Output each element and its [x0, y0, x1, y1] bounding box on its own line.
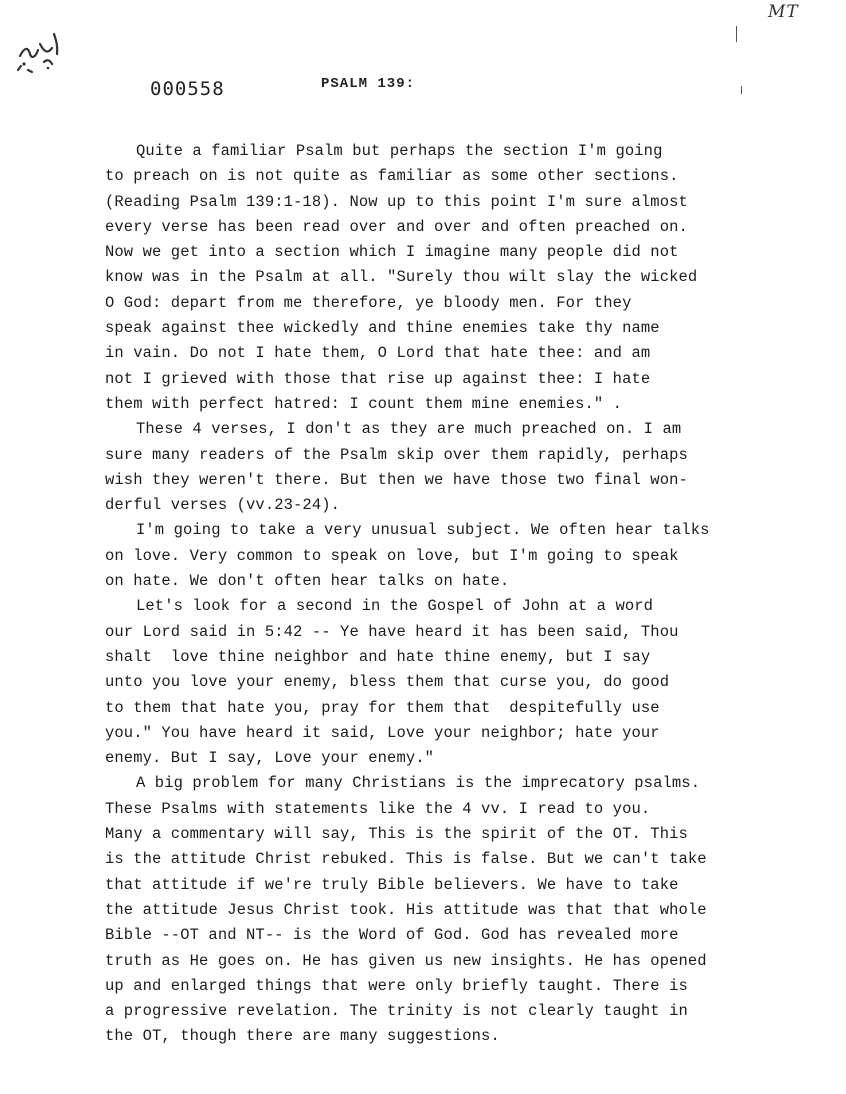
text-line: derful verses (vv.23-24).	[105, 496, 341, 515]
text-line: that attitude if we're truly Bible believers. We have to take	[105, 875, 679, 894]
text-line: shalt love thine neighbor and hate thine enemy, but I say	[105, 647, 651, 666]
text-line: These Psalms with statements like the 4 vv. I read to you.	[105, 799, 651, 818]
page-title: PSALM 139:	[321, 76, 416, 92]
text-line: truth as He goes on. He has given us new insights. He has opened	[105, 951, 707, 970]
text-line: not I grieved with those that rise up against thee: I hate	[105, 369, 651, 388]
margin-mark	[736, 26, 737, 42]
text-line: These 4 verses, I don't as they are much preached on. I am	[136, 420, 682, 439]
text-line: Many a commentary will say, This is the spirit of the OT. This	[105, 825, 688, 844]
text-line: Bible --OT and NT-- is the Word of God. God has revealed more	[105, 926, 679, 945]
text-line: a progressive revelation. The trinity is not clearly taught in	[105, 1002, 688, 1021]
text-line: on love. Very common to speak on love, but I'm going to speak	[105, 546, 679, 565]
text-line: the attitude Jesus Christ took. His attitude was that that whole	[105, 900, 707, 919]
text-line: every verse has been read over and over and often preached on.	[105, 217, 688, 236]
text-line: them with perfect hatred: I count them mine enemies." .	[105, 394, 623, 413]
text-line: the OT, though there are many suggestions.	[105, 1027, 500, 1046]
text-line: unto you love your enemy, bless them that curse you, do good	[105, 673, 670, 692]
text-line: sure many readers of the Psalm skip over them rapidly, perhaps	[105, 445, 688, 464]
handwritten-scribble-icon	[14, 26, 70, 78]
text-line: our Lord said in 5:42 -- Ye have heard it has been said, Thou	[105, 622, 679, 641]
text-line: wish they weren't there. But then we have those two final won-	[105, 470, 688, 489]
text-line: enemy. But I say, Love your enemy."	[105, 749, 435, 768]
text-line: Now we get into a section which I imagine many people did not	[105, 243, 679, 262]
text-line: to preach on is not quite as familiar as some other sections.	[105, 167, 679, 186]
sermon-body-text	[105, 139, 805, 1050]
text-line: know was in the Psalm at all. "Surely thou wilt slay the wicked	[105, 268, 698, 287]
text-line: is the attitude Christ rebuked. This is false. But we can't take	[105, 850, 707, 869]
text-line: Quite a familiar Psalm but perhaps the section I'm going	[136, 142, 663, 160]
text-line: I'm going to take a very unusual subject. We often hear talks	[136, 521, 710, 540]
document-number: 000558	[150, 78, 225, 100]
text-line: A big problem for many Christians is the imprecatory psalms.	[136, 774, 701, 793]
handwritten-initials: MT	[768, 2, 799, 22]
text-line: speak against thee wickedly and thine enemies take thy name	[105, 319, 660, 338]
text-line: (Reading Psalm 139:1-18). Now up to this point I'm sure almost	[105, 192, 688, 211]
text-line: on hate. We don't often hear talks on hate.	[105, 572, 510, 591]
text-line: Let's look for a second in the Gospel of John at a word	[136, 597, 654, 616]
text-line: you." You have heard it said, Love your neighbor; hate your	[105, 723, 660, 742]
text-line: to them that hate you, pray for them that despitefully use	[105, 698, 660, 717]
text-line: O God: depart from me therefore, ye bloody men. For they	[105, 293, 632, 312]
text-line: up and enlarged things that were only briefly taught. There is	[105, 976, 688, 995]
text-line: in vain. Do not I hate them, O Lord that hate thee: and am	[105, 344, 651, 363]
margin-mark	[741, 86, 742, 94]
